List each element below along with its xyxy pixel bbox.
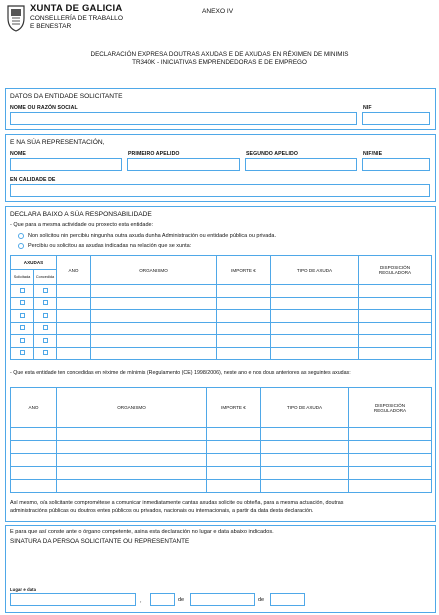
requested-checkbox-cell[interactable] — [11, 297, 34, 310]
aid-table-cell[interactable] — [217, 335, 271, 348]
dept-line-1: CONSELLERÍA DE TRABALLO — [30, 15, 123, 22]
representative-section-title: E NA SÚA REPRESENTACIÓN, — [10, 139, 105, 146]
minimis-table-cell[interactable] — [57, 428, 207, 441]
requested-checkbox[interactable] — [20, 350, 25, 355]
sub-granted: Concedida — [34, 270, 57, 285]
page-title — [0, 51, 439, 67]
aid-table-cell[interactable] — [217, 285, 271, 298]
requested-checkbox[interactable] — [20, 288, 25, 293]
minimis-table-cell[interactable] — [349, 480, 432, 493]
aid-table-cell[interactable] — [91, 347, 217, 360]
place-field[interactable] — [10, 593, 136, 606]
year-field[interactable] — [270, 593, 305, 606]
aid-table-cell[interactable] — [271, 347, 359, 360]
requested-checkbox-cell[interactable] — [11, 310, 34, 323]
minimis-table-cell[interactable] — [349, 428, 432, 441]
minimis-table-cell[interactable] — [207, 467, 261, 480]
granted-checkbox-cell[interactable] — [34, 335, 57, 348]
aid-table-cell[interactable] — [91, 335, 217, 348]
requested-checkbox[interactable] — [20, 300, 25, 305]
granted-checkbox[interactable] — [43, 300, 48, 305]
minimis-intro: - Que esta entidade ten concedidas en réxime de mínimis (Regulamento (CE) 1998/2006), neste ano e nos dous anteriores as seguintes axudas: — [10, 370, 351, 376]
aid-table-cell[interactable] — [57, 297, 91, 310]
granted-checkbox-cell[interactable] — [34, 285, 57, 298]
de-sep-1: de — [178, 597, 185, 603]
aid-table-cell[interactable] — [57, 310, 91, 323]
option-2-radio[interactable] — [18, 243, 24, 249]
minimis-table-cell[interactable] — [207, 428, 261, 441]
granted-checkbox-cell[interactable] — [34, 297, 57, 310]
col-type: TIPO DE AXUDA — [271, 256, 359, 285]
aid-table-cell[interactable] — [217, 310, 271, 323]
aid-table-cell[interactable] — [271, 335, 359, 348]
aid-table-cell[interactable] — [91, 310, 217, 323]
aid-table-cell[interactable] — [91, 285, 217, 298]
aid-table-cell[interactable] — [359, 335, 432, 348]
col-year: ANO — [57, 256, 91, 285]
aid-table-cell[interactable] — [271, 322, 359, 335]
requested-checkbox-cell[interactable] — [11, 347, 34, 360]
comma-sep: , — [140, 598, 142, 604]
entity-nif-field[interactable] — [362, 112, 430, 125]
aid-table — [10, 255, 432, 360]
rep-surname1-field[interactable] — [127, 158, 240, 171]
aid-table-cell[interactable] — [359, 322, 432, 335]
rep-capacity-label: EN CALIDADE DE — [10, 177, 56, 183]
rep-surname1-label: PRIMEIRO APELIDO — [128, 151, 180, 157]
declaration-section-title: DECLARA BAIXO A SÚA RESPONSABILIDADE — [10, 211, 152, 218]
aid-table-row — [11, 322, 432, 335]
granted-checkbox[interactable] — [43, 288, 48, 293]
granted-checkbox-cell[interactable] — [34, 322, 57, 335]
minimis-table-cell[interactable] — [11, 428, 57, 441]
granted-checkbox[interactable] — [43, 338, 48, 343]
minimis-table-row — [11, 480, 432, 493]
minimis-table-cell[interactable] — [261, 428, 349, 441]
granted-checkbox[interactable] — [43, 325, 48, 330]
aid-table-cell[interactable] — [57, 335, 91, 348]
minimis-table-cell[interactable] — [349, 441, 432, 454]
rep-capacity-field[interactable] — [10, 184, 430, 197]
entity-section-title: DATOS DA ENTIDADE SOLICITANTE — [10, 93, 123, 100]
title-line-1: DECLARACIÓN EXPRESA DOUTRAS AXUDAS E DE AXUDAS EN RÉXIMEN DE MINIMIS — [90, 51, 349, 58]
signature-intro: E para que así conste ante o órgano competente, asina esta declaración no lugar e data abaixo indicados. — [10, 529, 274, 535]
month-field[interactable] — [190, 593, 255, 606]
minimis-table-cell[interactable] — [11, 467, 57, 480]
m-col-year: ANO — [11, 388, 57, 428]
aid-table-cell[interactable] — [57, 322, 91, 335]
minimis-table-cell[interactable] — [11, 454, 57, 467]
rep-nif-label: NIF/NIE — [363, 151, 383, 157]
aid-table-cell[interactable] — [57, 347, 91, 360]
aid-table-cell[interactable] — [271, 297, 359, 310]
aid-table-row — [11, 347, 432, 360]
minimis-table-row — [11, 428, 432, 441]
rep-surname2-field[interactable] — [245, 158, 357, 171]
minimis-table-cell[interactable] — [261, 467, 349, 480]
aid-table-cell[interactable] — [359, 285, 432, 298]
col-org: ORGANISMO — [91, 256, 217, 285]
annex-label: ANEXO IV — [202, 8, 234, 15]
aid-group-header: AXUDAS — [11, 256, 57, 270]
xunta-shield-icon — [6, 4, 26, 32]
aid-table-row — [11, 297, 432, 310]
m-col-amount: IMPORTE € — [207, 388, 261, 428]
declaration-intro: - Que para a mesma actividade ou proxecto esta entidade: — [10, 222, 154, 228]
aid-table-cell[interactable] — [91, 297, 217, 310]
minimis-table-cell[interactable] — [349, 454, 432, 467]
minimis-table-cell[interactable] — [207, 454, 261, 467]
entity-name-label: NOME OU RAZÓN SOCIAL — [10, 105, 78, 111]
col-regulation: DISPOSICIÓN REGULADORA — [359, 256, 432, 285]
minimis-table-cell[interactable] — [207, 480, 261, 493]
minimis-table-row — [11, 467, 432, 480]
aid-table-cell[interactable] — [359, 310, 432, 323]
requested-checkbox[interactable] — [20, 313, 25, 318]
minimis-table-row — [11, 454, 432, 467]
requested-checkbox[interactable] — [20, 325, 25, 330]
minimis-table-cell[interactable] — [57, 467, 207, 480]
minimis-table-cell[interactable] — [57, 480, 207, 493]
aid-table-cell[interactable] — [359, 297, 432, 310]
signature-title: SINATURA DA PERSOA SOLICITANTE OU REPRESENTANTE — [10, 538, 190, 545]
aid-table-cell[interactable] — [217, 322, 271, 335]
m-col-type: TIPO DE AXUDA — [261, 388, 349, 428]
sub-requested: Solicitada — [11, 270, 34, 285]
rep-name-label: NOME — [10, 151, 26, 157]
minimis-table-cell[interactable] — [57, 454, 207, 467]
minimis-table-row — [11, 441, 432, 454]
aid-table-cell[interactable] — [217, 297, 271, 310]
minimis-table-cell[interactable] — [261, 480, 349, 493]
col-amount: IMPORTE € — [217, 256, 271, 285]
granted-checkbox[interactable] — [43, 313, 48, 318]
minimis-table-cell[interactable] — [349, 467, 432, 480]
commitment-line-2: administracións públicas ou doutros entes públicos ou privados, nacionais ou internacionais, a partir da data desta declaración. — [10, 508, 314, 514]
rep-surname2-label: SEGUNDO APELIDO — [246, 151, 299, 157]
place-date-label: Lugar e data — [10, 587, 37, 592]
m-col-org: ORGANISMO — [57, 388, 207, 428]
minimis-table-cell[interactable] — [207, 441, 261, 454]
minimis-table-cell[interactable] — [11, 441, 57, 454]
aid-table-cell[interactable] — [359, 347, 432, 360]
minimis-table — [10, 387, 432, 493]
requested-checkbox-cell[interactable] — [11, 335, 34, 348]
option-1-radio[interactable] — [18, 233, 24, 239]
dept-line-2: E BENESTAR — [30, 23, 72, 30]
minimis-table-cell[interactable] — [261, 441, 349, 454]
requested-checkbox-cell[interactable] — [11, 285, 34, 298]
granted-checkbox-cell[interactable] — [34, 310, 57, 323]
de-sep-2: de — [258, 597, 265, 603]
aid-table-row — [11, 335, 432, 348]
aid-table-row — [11, 310, 432, 323]
minimis-table-cell[interactable] — [57, 441, 207, 454]
aid-table-cell[interactable] — [217, 347, 271, 360]
option-1-label: Non solicitou nin percibiu ningunha outra axuda dunha Administración ou entidade pública ou privada. — [28, 233, 276, 239]
org-name: XUNTA DE GALICIA — [30, 3, 123, 14]
day-field[interactable] — [150, 593, 175, 606]
aid-table-cell[interactable] — [271, 310, 359, 323]
m-col-regulation: DISPOSICIÓN REGULADORA — [349, 388, 432, 428]
commitment-line-1: Así mesmo, o/a solicitante comprométese a comunicar inmediatamente cantas axudas solicite ou obteña, para a mesma actuación, doutras — [10, 500, 344, 506]
rep-nif-field[interactable] — [362, 158, 430, 171]
aid-table-cell[interactable] — [57, 285, 91, 298]
rep-name-field[interactable] — [10, 158, 122, 171]
granted-checkbox-cell[interactable] — [34, 347, 57, 360]
option-2-label: Percibiu ou solicitou as axudas indicadas na relación que se xunta: — [28, 243, 192, 249]
entity-name-field[interactable] — [10, 112, 357, 125]
granted-checkbox[interactable] — [43, 350, 48, 355]
entity-nif-label: NIF — [363, 105, 372, 111]
minimis-table-cell[interactable] — [11, 480, 57, 493]
xunta-logo — [6, 4, 26, 32]
aid-table-cell[interactable] — [91, 322, 217, 335]
requested-checkbox-cell[interactable] — [11, 322, 34, 335]
requested-checkbox[interactable] — [20, 338, 25, 343]
minimis-table-cell[interactable] — [261, 454, 349, 467]
aid-table-cell[interactable] — [271, 285, 359, 298]
title-line-2: TR340K - INICIATIVAS EMPRENDEDORAS E DE EMPREGO — [132, 59, 307, 66]
aid-table-row — [11, 285, 432, 298]
